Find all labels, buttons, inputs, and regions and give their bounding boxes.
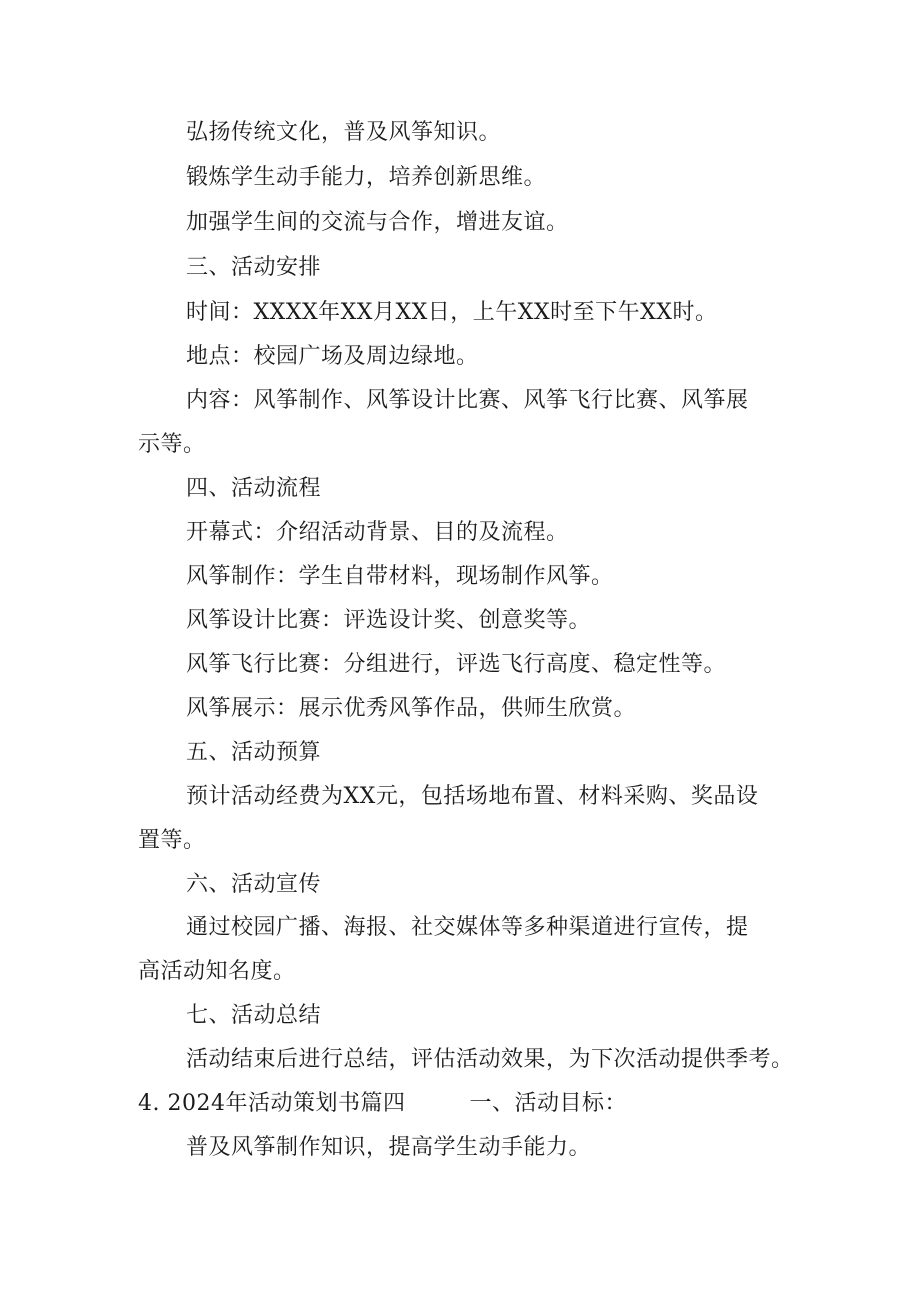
section-heading-7: 七、活动总结 bbox=[186, 1003, 322, 1028]
budget-line-b: 置等。 bbox=[138, 828, 206, 853]
budget-line-a: 预计活动经费为XX元，包括场地布置、材料采购、奖品设 bbox=[186, 784, 759, 809]
item-4-heading bbox=[138, 1089, 788, 1119]
flow-line-1: 开幕式：介绍活动背景、目的及流程。 bbox=[186, 520, 569, 545]
content-line-b: 示等。 bbox=[138, 432, 206, 457]
goal-line-1: 弘扬传统文化，普及风筝知识。 bbox=[186, 120, 502, 145]
flow-line-3: 风筝设计比赛：评选设计奖、创意奖等。 bbox=[186, 608, 592, 633]
summary-line: 活动结束后进行总结，评估活动效果，为下次活动提供季考。 bbox=[186, 1047, 794, 1072]
flow-line-5: 风筝展示：展示优秀风筝作品，供师生欣赏。 bbox=[186, 696, 637, 721]
item-4-subtitle: 一、活动目标： bbox=[469, 1091, 627, 1116]
place-line: 地点：校园广场及周边绿地。 bbox=[186, 344, 479, 369]
item-4-title: 4. 2024年活动策划书篇四 bbox=[138, 1091, 406, 1116]
time-line: 时间：XXXX年XX月XX日，上午XX时至下午XX时。 bbox=[186, 300, 718, 325]
section-heading-4: 四、活动流程 bbox=[186, 476, 322, 501]
promo-line-b: 高活动知名度。 bbox=[138, 959, 296, 984]
promo-line-a: 通过校园广播、海报、社交媒体等多种渠道进行宣传，提 bbox=[186, 915, 749, 940]
flow-line-4: 风筝飞行比赛：分组进行，评选飞行高度、稳定性等。 bbox=[186, 652, 727, 677]
goal-line-2: 锻炼学生动手能力，培养创新思维。 bbox=[186, 165, 547, 190]
section-heading-6: 六、活动宣传 bbox=[186, 872, 322, 897]
last-line: 普及风筝制作知识，提高学生动手能力。 bbox=[186, 1135, 592, 1160]
section-heading-5: 五、活动预算 bbox=[186, 740, 322, 765]
goal-line-3: 加强学生间的交流与合作，增进友谊。 bbox=[186, 210, 569, 235]
section-heading-3: 三、活动安排 bbox=[186, 255, 322, 280]
content-line-a: 内容：风筝制作、风筝设计比赛、风筝飞行比赛、风筝展 bbox=[186, 388, 749, 413]
flow-line-2: 风筝制作：学生自带材料，现场制作风筝。 bbox=[186, 564, 614, 589]
